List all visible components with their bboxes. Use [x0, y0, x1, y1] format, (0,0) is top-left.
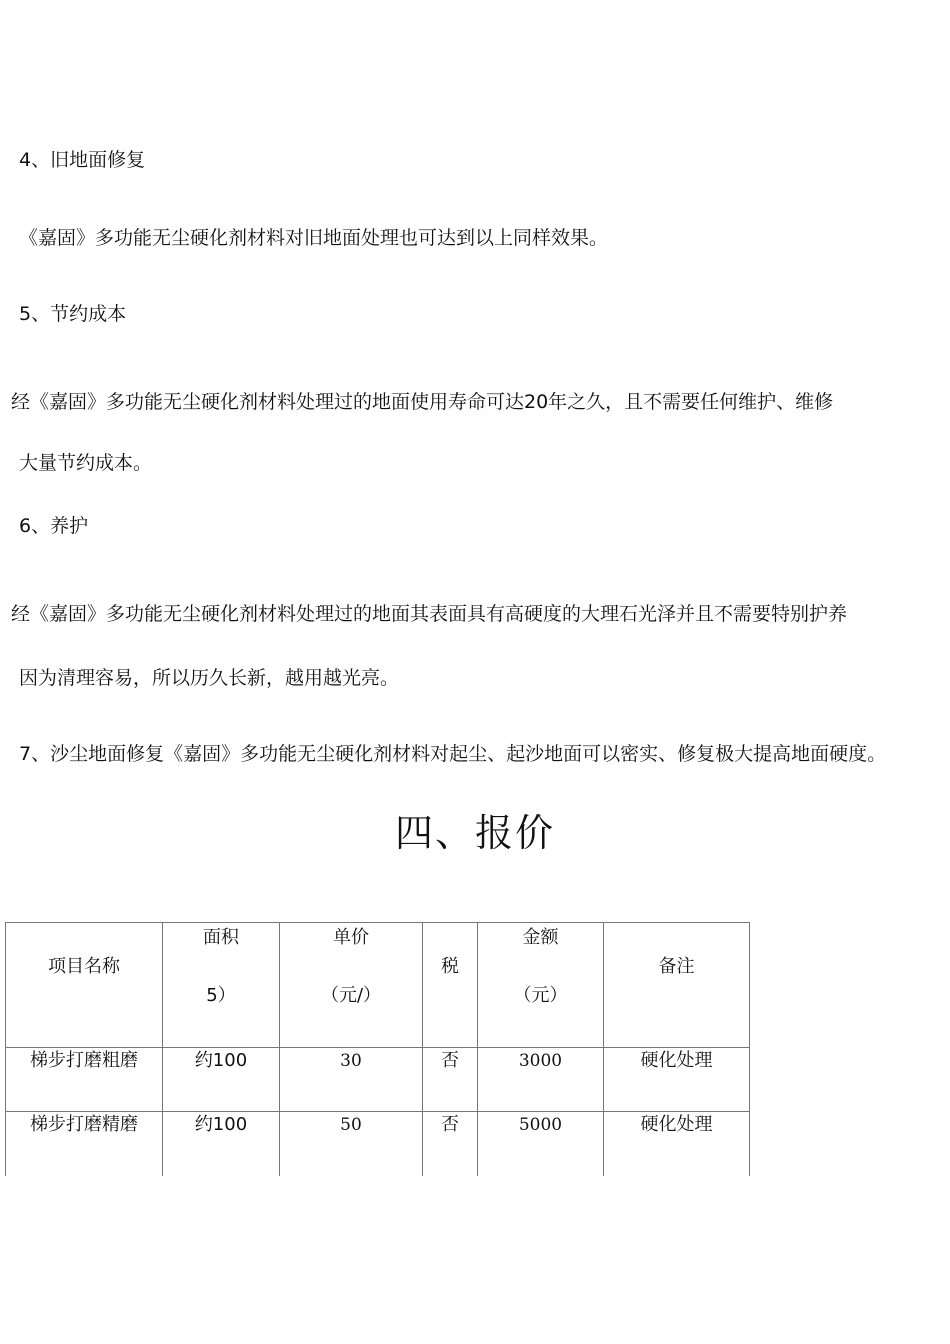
heading-cost-saving: 5、节约成本 — [19, 303, 127, 325]
row-unit-price: 30 — [280, 1048, 423, 1112]
table-row — [6, 1112, 750, 1176]
paragraph-sand-dust-repair: 7、沙尘地面修复《嘉固》多功能无尘硬化剂材料对起尘、起沙地面可以密实、修复极大提高地面硬度。 — [19, 743, 887, 765]
paragraph-maintenance-line-1: 经《嘉固》多功能无尘硬化剂材料处理过的地面其表面具有高硬度的大理石光泽并且不需要特别护养 — [11, 603, 848, 625]
row-unit-price: 50 — [280, 1112, 423, 1176]
header-item-name-label: 项目名称 — [48, 956, 120, 977]
header-note — [604, 923, 750, 1048]
header-amount — [478, 923, 604, 1048]
paragraph-old-floor-repair: 《嘉固》多功能无尘硬化剂材料对旧地面处理也可达到以上同样效果。 — [19, 227, 609, 249]
header-area-label: 面积 — [203, 927, 239, 948]
heading-maintenance: 6、养护 — [19, 515, 89, 537]
row-area: 约100 — [163, 1112, 280, 1176]
paragraph-cost-saving-line-1: 经《嘉固》多功能无尘硬化剂材料处理过的地面使用寿命可达20年之久，且不需要任何维护、维修 — [11, 391, 834, 413]
header-amount-label: 金额 — [522, 927, 559, 948]
header-unit-price — [280, 923, 423, 1048]
table-header-row — [6, 923, 750, 1048]
header-unit-price-label: 单价 — [333, 927, 369, 948]
row-tax: 否 — [423, 1048, 478, 1112]
paragraph-cost-saving-line-2: 大量节约成本。 — [19, 452, 153, 474]
row-area: 约100 — [163, 1048, 280, 1112]
header-tax-label: 税 — [441, 956, 459, 977]
row-amount: 3000 — [478, 1048, 604, 1112]
row-note: 硬化处理 — [604, 1112, 750, 1176]
header-amount-unit: （元） — [513, 985, 568, 1006]
quotation-table — [5, 922, 750, 1176]
header-unit-price-unit: （元/） — [320, 985, 382, 1006]
row-amount: 5000 — [478, 1112, 604, 1176]
header-area-unit: 5） — [206, 985, 236, 1006]
header-tax — [423, 923, 478, 1048]
paragraph-maintenance-line-2: 因为清理容易，所以历久长新，越用越光亮。 — [19, 667, 400, 689]
table-row — [6, 1048, 750, 1112]
header-area — [163, 923, 280, 1048]
row-item-name: 梯步打磨粗磨 — [6, 1048, 163, 1112]
row-note: 硬化处理 — [604, 1048, 750, 1112]
header-item-name — [6, 923, 163, 1048]
row-tax: 否 — [423, 1112, 478, 1176]
header-note-label: 备注 — [658, 956, 695, 977]
heading-old-floor-repair: 4、旧地面修复 — [19, 149, 146, 171]
section-title-quotation: 四、报价 — [394, 811, 555, 855]
row-item-name: 梯步打磨精磨 — [6, 1112, 163, 1176]
